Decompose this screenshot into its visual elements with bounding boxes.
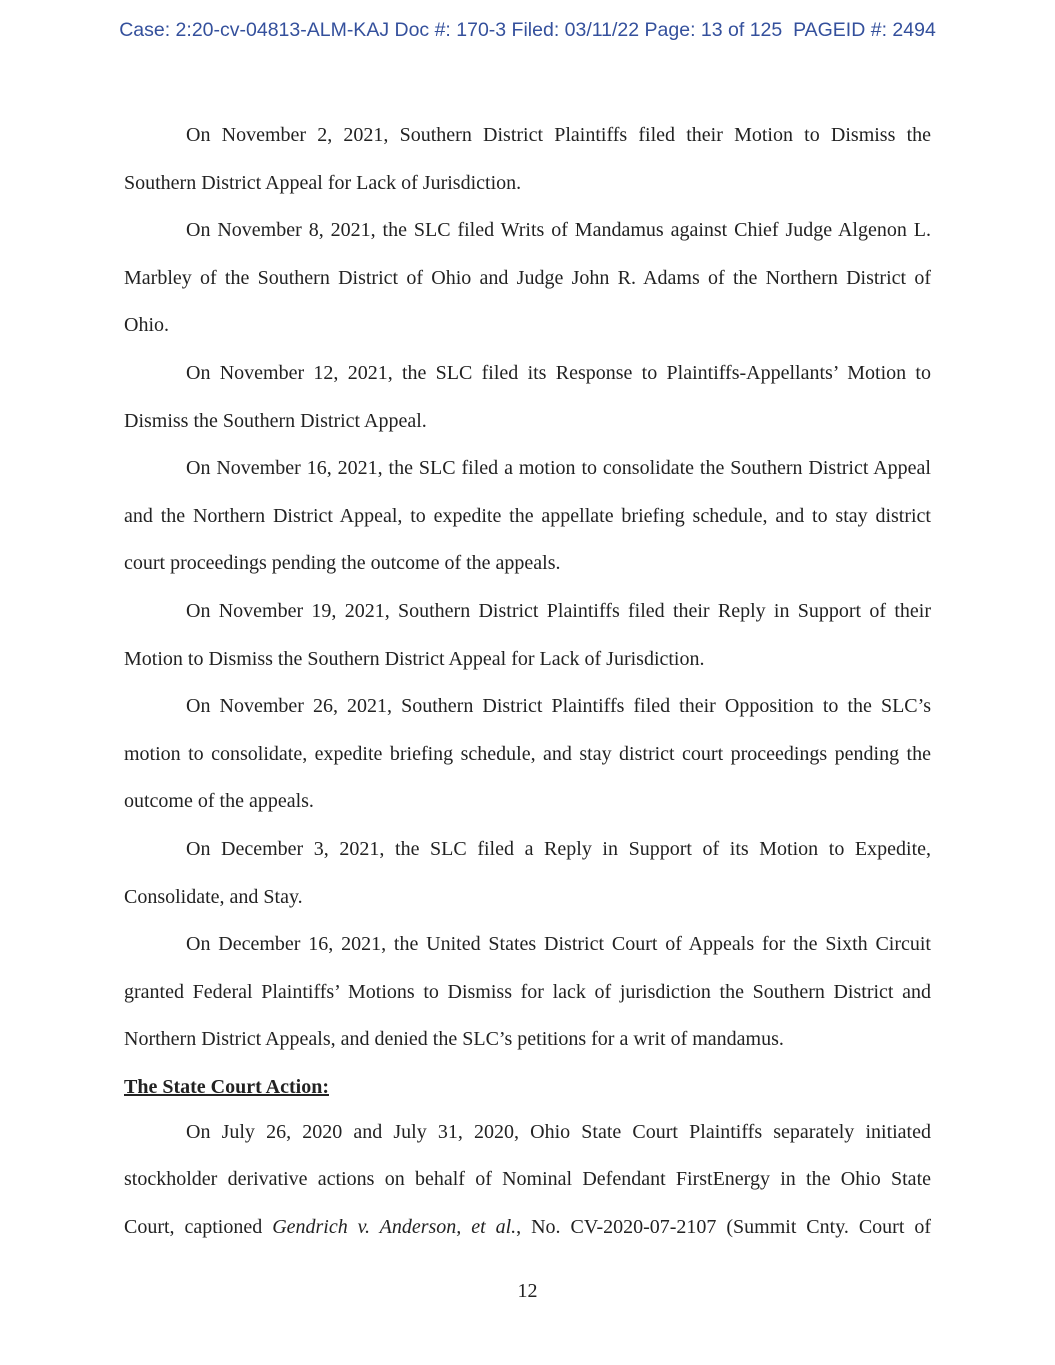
text-line: Ohio. [124,314,169,337]
text-line: On November 16, 2021, the SLC filed a motion to consolidate the Southern District Appeal [186,457,931,480]
text-line: On November 2, 2021, Southern District Plaintiffs filed their Motion to Dismiss the [186,124,931,146]
text-line: and the Northern District Appeal, to expedite the appellate briefing schedule, and to stay district [124,504,931,527]
text-line: On November 19, 2021, Southern District Plaintiffs filed their Reply in Support of their [186,599,931,622]
text-line: court proceedings pending the outcome of the appeals. [124,552,561,575]
section-heading-wrap [124,1064,931,1109]
text-line: Southern District Appeal for Lack of Jurisdiction. [124,171,522,194]
section-heading: The State Court Action: [124,1075,329,1098]
case-citation: Gendrich v. Anderson, et al. [272,1216,517,1239]
text-line: stockholder derivative actions on behalf of Nominal Defendant FirstEnergy in the Ohio State [124,1168,931,1191]
document-body [124,112,931,1252]
text-segment: Court, captioned [124,1216,273,1239]
text-line: Dismiss the Southern District Appeal. [124,409,427,432]
page-number: 12 [517,1280,538,1302]
text-line: On December 3, 2021, the SLC filed a Reply in Support of its Motion to Expedite, [186,837,931,860]
text-line: granted Federal Plaintiffs’ Motions to Dismiss for lack of jurisdiction the Southern District and [124,980,931,1003]
text-line: On December 16, 2021, the United States District Court of Appeals for the Sixth Circuit [186,933,931,956]
text-line: Northern District Appeals, and denied the SLC’s petitions for a writ of mandamus. [124,1028,784,1051]
case-header: Case: 2:20-cv-04813-ALM-KAJ Doc #: 170-3 Filed: 03/11/22 Page: 13 of 125 PAGEID #: 2494 [119,19,936,41]
text-line: On November 26, 2021, Southern District Plaintiffs filed their Opposition to the SLC’s [186,695,931,718]
text-line: On November 12, 2021, the SLC filed its Response to Plaintiffs-Appellants’ Motion to [186,361,931,384]
text-line: On November 8, 2021, the SLC filed Writs of Mandamus against Chief Judge Algenon L. [186,219,931,242]
text-line: Motion to Dismiss the Southern District Appeal for Lack of Jurisdiction. [124,647,705,670]
text-segment: , No. CV-2020-07-2107 (Summit Cnty. Court of [516,1216,931,1239]
text-line: motion to consolidate, expedite briefing schedule, and stay district court proceedings pending the [124,742,931,765]
text-line: outcome of the appeals. [124,790,314,813]
text-line-with-citation [124,1204,931,1252]
text-line: On July 26, 2020 and July 31, 2020, Ohio State Court Plaintiffs separately initiated [186,1120,931,1143]
text-line: Marbley of the Southern District of Ohio and Judge John R. Adams of the Northern District of [124,266,931,289]
text-line: Consolidate, and Stay. [124,885,303,908]
